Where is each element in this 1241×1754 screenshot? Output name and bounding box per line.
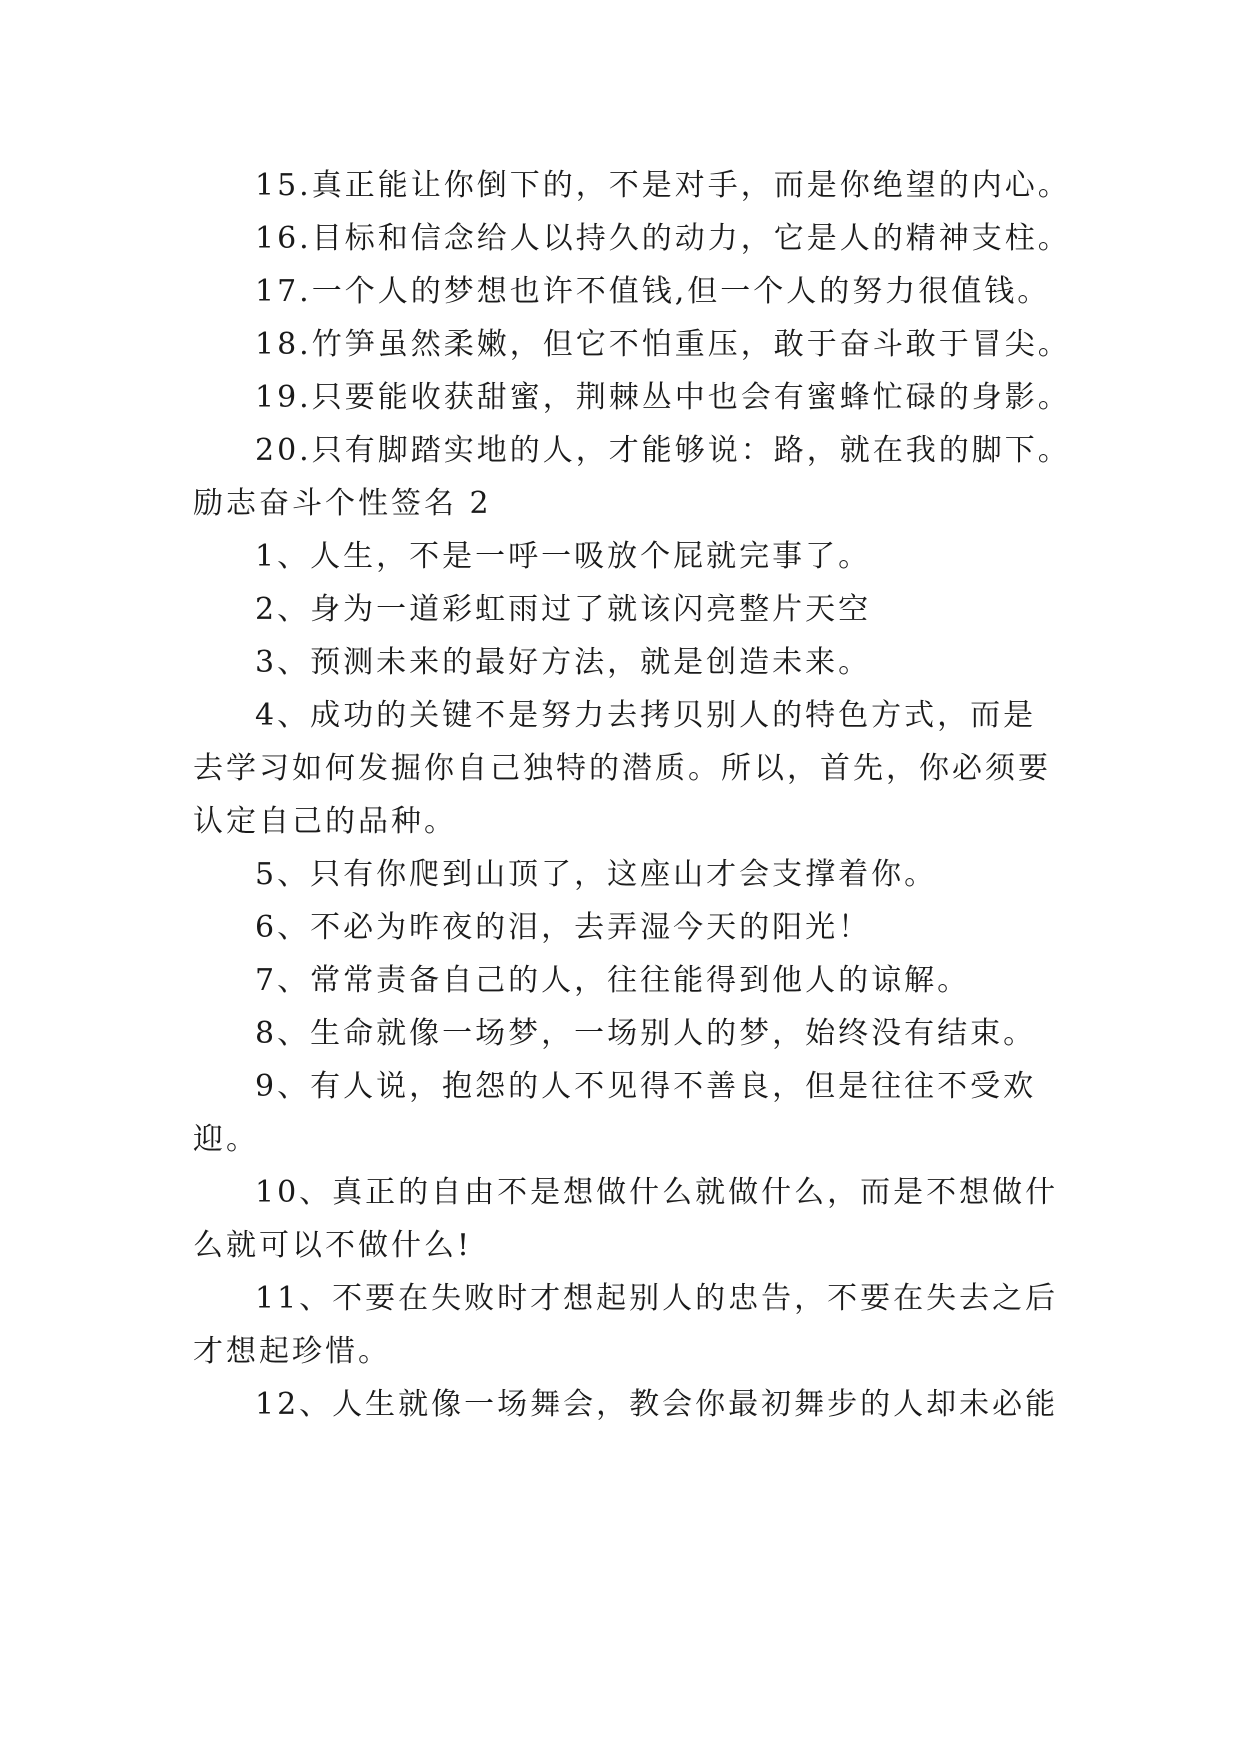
text-line: 18.竹笋虽然柔嫩，但它不怕重压，敢于奋斗敢于冒尖。 [255,327,1071,362]
text-line: 1、人生，不是一呼一吸放个屁就完事了。 [255,539,872,574]
text-line: 9、有人说，抱怨的人不见得不善良，但是往往不受欢 [255,1069,1037,1104]
text-line: 20.只有脚踏实地的人，才能够说：路，就在我的脚下。 [255,433,1071,468]
text-line: 认定自己的品种。 [193,804,457,839]
text-line: 7、常常责备自己的人，往往能得到他人的谅解。 [255,963,971,998]
text-line: 11、不要在失败时才想起别人的忠告，不要在失去之后 [255,1281,1059,1316]
text-line: 5、只有你爬到山顶了，这座山才会支撑着你。 [255,857,938,892]
text-line: 16.目标和信念给人以持久的动力，它是人的精神支柱。 [255,221,1071,256]
section-heading: 励志奋斗个性签名 2 [193,486,492,521]
text-line: 么就可以不做什么! [193,1228,473,1263]
text-line: 15.真正能让你倒下的，不是对手，而是你绝望的内心。 [255,168,1071,203]
text-line: 8、生命就像一场梦，一场别人的梦，始终没有结束。 [255,1016,1037,1051]
text-line: 10、真正的自由不是想做什么就做什么，而是不想做什 [255,1175,1059,1210]
text-line: 17.一个人的梦想也许不值钱,但一个人的努力很值钱。 [255,274,1051,309]
text-line: 才想起珍惜。 [193,1334,391,1369]
text-line: 2、身为一道彩虹雨过了就该闪亮整片天空 [255,592,872,627]
text-line: 迎。 [193,1122,259,1157]
text-line: 6、不必为昨夜的泪，去弄湿今天的阳光！ [255,910,872,945]
text-line: 去学习如何发掘你自己独特的潜质。所以，首先，你必须要 [193,751,1051,786]
text-line: 19.只要能收获甜蜜，荆棘丛中也会有蜜蜂忙碌的身影。 [255,380,1071,415]
text-line: 12、人生就像一场舞会，教会你最初舞步的人却未必能 [255,1387,1059,1422]
text-line: 4、成功的关键不是努力去拷贝别人的特色方式，而是 [255,698,1037,733]
text-line: 3、预测未来的最好方法，就是创造未来。 [255,645,872,680]
